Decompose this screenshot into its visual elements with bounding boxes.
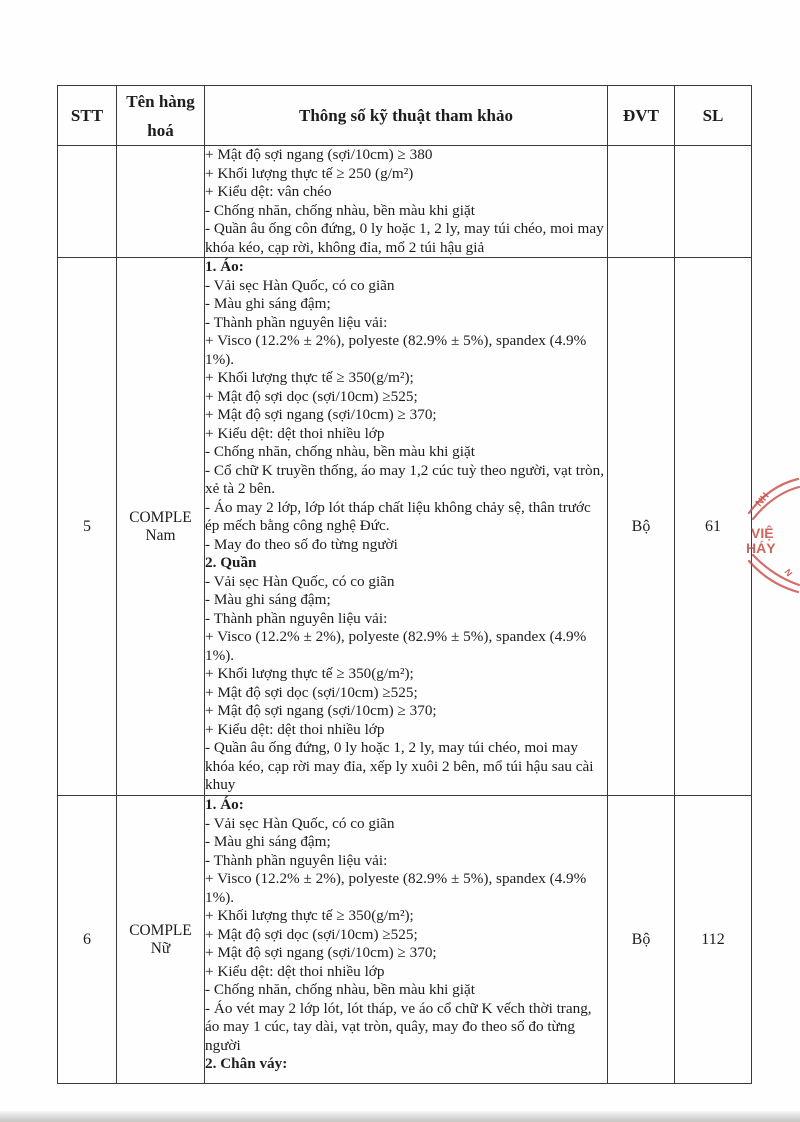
scan-artifact-band (0, 1111, 800, 1122)
spec-line: + Khối lượng thực tế ≥ 250 (g/m²) (205, 164, 414, 182)
spec-line: - Áo may 2 lớp, lớp lót tháp chất liệu không chảy sệ, thân trước ép mếch bằng công nghệ Đức. (205, 498, 591, 534)
row-specs (205, 796, 608, 1084)
col-header-name: Tên hàng hoá (117, 86, 205, 146)
table-row (58, 258, 752, 796)
stamp-center-line1: VIỆ (751, 525, 774, 541)
row-product-name (117, 796, 205, 1084)
spec-line: + Kiểu dệt: vân chéo (205, 183, 332, 200)
row-specs (205, 258, 608, 796)
spec-line: + Kiểu dệt: dệt thoi nhiều lớp (205, 424, 385, 442)
spec-line: + Khối lượng thực tế ≥ 350(g/m²); (205, 665, 414, 682)
table-row (58, 796, 752, 1084)
spec-line: 2. Quần (205, 554, 257, 571)
row-stt: 5 (58, 258, 117, 796)
spec-line: + Mật độ sợi ngang (sợi/10cm) ≥ 370; (205, 702, 437, 719)
spec-line: - Màu ghi sáng đậm; (205, 295, 331, 312)
row-sl (675, 146, 752, 258)
spec-line: - May đo theo số đo từng người (205, 535, 398, 553)
spec-line: + Visco (12.2% ± 2%), polyeste (82.9% ± 5%), spandex (4.9% 1%). (205, 332, 587, 368)
red-stamp (744, 472, 800, 602)
product-name-line: COMPLE (129, 508, 192, 526)
spec-line: + Mật độ sợi ngang (sợi/10cm) ≥ 370; (205, 406, 437, 423)
spec-line: + Mật độ sợi dọc (sợi/10cm) ≥525; (205, 683, 418, 701)
spec-line: + Kiểu dệt: dệt thoi nhiều lớp (205, 720, 385, 738)
spec-line: - Quần âu ống côn đứng, 0 ly hoặc 1, 2 ly, may túi chéo, moi may khóa kéo, cạp rời, không đỉa, mổ 2 túi hậu giả (205, 220, 604, 256)
stamp-arc-lines (749, 479, 799, 592)
row-sl: 112 (675, 796, 752, 1084)
stamp-bottom-arc-text: N (782, 567, 795, 579)
spec-line: + Mật độ sợi ngang (sợi/10cm) ≥ 380 (205, 146, 433, 163)
product-name-line: Nam (145, 526, 176, 544)
spec-line: - Màu ghi sáng đậm; (205, 591, 331, 608)
spec-line: - Vải sẹc Hàn Quốc, có co giãn (205, 276, 395, 294)
stamp-top-arc-text: NH (753, 490, 772, 509)
row-stt (58, 146, 117, 258)
row-dvt: Bộ (608, 258, 675, 796)
spec-line: - Màu ghi sáng đậm; (205, 833, 331, 850)
row-sl: 61 (675, 258, 752, 796)
spec-line: - Chống nhăn, chống nhàu, bền màu khi giặt (205, 443, 475, 460)
spec-line: - Thành phần nguyên liệu vải: (205, 851, 388, 869)
spec-line: 1. Áo: (205, 796, 244, 813)
spec-line: + Mật độ sợi dọc (sợi/10cm) ≥525; (205, 387, 418, 405)
row-dvt (608, 146, 675, 258)
col-header-stt: STT (58, 86, 117, 146)
header-row (58, 86, 752, 146)
spec-line: - Thành phần nguyên liệu vải: (205, 313, 388, 331)
spec-line: 1. Áo: (205, 258, 244, 275)
spec-line: + Mật độ sợi dọc (sợi/10cm) ≥525; (205, 925, 418, 943)
spec-table (57, 85, 752, 1084)
spec-line: - Vải sẹc Hàn Quốc, có co giãn (205, 814, 395, 832)
spec-line: + Visco (12.2% ± 2%), polyeste (82.9% ± 5%), spandex (4.9% 1%). (205, 870, 587, 906)
spec-line: + Kiểu dệt: dệt thoi nhiều lớp (205, 962, 385, 980)
product-name-line: COMPLE (129, 921, 192, 939)
row-product-name (117, 146, 205, 258)
col-header-specs: Thông số kỹ thuật tham khảo (205, 86, 608, 146)
spec-line: - Quần âu ống đứng, 0 ly hoặc 1, 2 ly, may túi chéo, moi may khóa kéo, cạp rời may đỉa, xếp ly xuôi 2 bên, mổ túi hậu sau cài khuy (205, 739, 594, 793)
table-row (58, 146, 752, 258)
row-dvt: Bộ (608, 796, 675, 1084)
spec-line: 2. Chân váy: (205, 1055, 288, 1072)
spec-line: + Visco (12.2% ± 2%), polyeste (82.9% ± 5%), spandex (4.9% 1%). (205, 628, 587, 664)
col-header-sl: SL (675, 86, 752, 146)
spec-line: - Chống nhăn, chống nhàu, bền màu khi giặt (205, 201, 475, 219)
spec-line: + Khối lượng thực tế ≥ 350(g/m²); (205, 907, 414, 924)
spec-line: - Thành phần nguyên liệu vải: (205, 609, 388, 627)
spec-line: - Cổ chữ K truyền thống, áo may 1,2 cúc tuỳ theo người, vạt tròn, xẻ tà 2 bên. (205, 461, 605, 497)
spec-line: - Vải sẹc Hàn Quốc, có co giãn (205, 572, 395, 590)
col-header-dvt: ĐVT (608, 86, 675, 146)
row-stt: 6 (58, 796, 117, 1084)
spec-line: - Chống nhăn, chống nhàu, bền màu khi giặt (205, 981, 475, 998)
spec-line: - Áo vét may 2 lớp lót, lót tháp, ve áo cổ chữ K vếch thời trang, áo may 1 cúc, tay dài, vạt tròn, quây, may đo theo số đo từng người (205, 999, 592, 1054)
product-name-line: Nữ (150, 939, 171, 957)
row-specs (205, 146, 608, 258)
spec-line: + Mật độ sợi ngang (sợi/10cm) ≥ 370; (205, 944, 437, 961)
stamp-center-line2: HÁY (746, 540, 776, 556)
row-product-name (117, 258, 205, 796)
spec-line: + Khối lượng thực tế ≥ 350(g/m²); (205, 369, 414, 386)
